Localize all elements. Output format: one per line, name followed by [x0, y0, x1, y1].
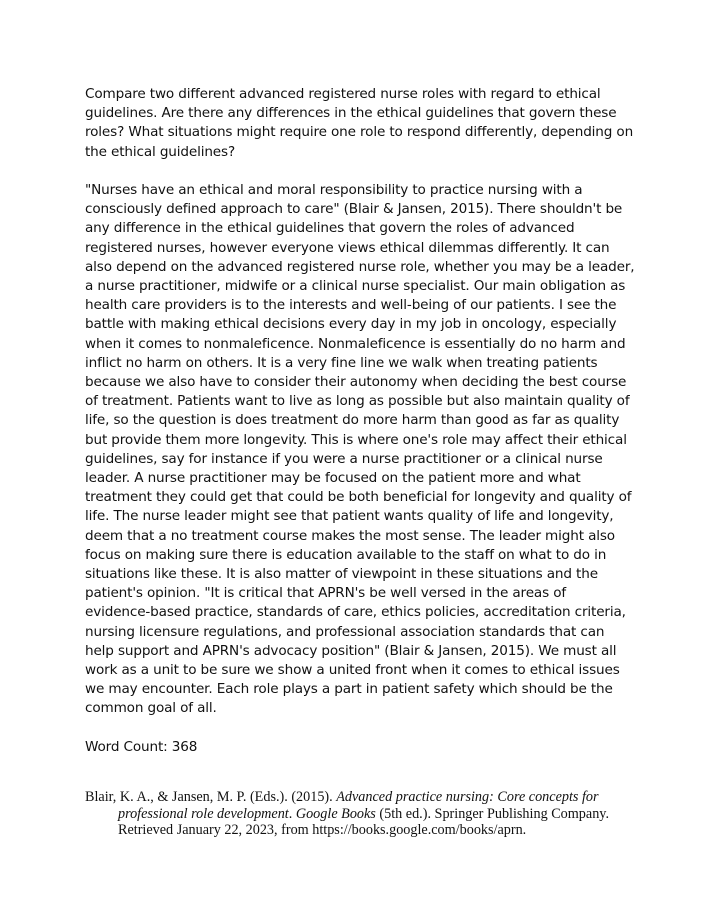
reference-separator: .	[288, 805, 296, 822]
question-paragraph: Compare two different advanced registered nurse roles with regard to ethical guidelines. Are there any differences in the ethical guidelines that govern these roles? What situations might require one role to respond differently, depending on the ethical guidelines?	[85, 86, 634, 160]
reference-entry	[85, 789, 658, 839]
word-count: Word Count: 368	[85, 738, 198, 755]
reference-title: Advanced practice nursing: Core concepts for professional role development	[118, 789, 599, 822]
response-paragraph: "Nurses have an ethical and moral responsibility to practice nursing with a consciously defined approach to care" (Blair & Jansen, 2015). There shouldn't be any difference in the ethical guidelines that govern the roles of advanced registered nurses, however everyone views ethical dilemmas differently. It can also depend on the advanced registered nurse role, whether you may be a leader, a nurse practitioner, midwife or a clinical nurse specialist. Our main obligation as health care providers is to the interests and well-being of our patients. I see the battle with making ethical decisions every day in my job in oncology, especially when it comes to nonmaleficence. Nonmaleficence is essentially do no harm and inflict no harm on others. It is a very fine line we walk when treating patients because we also have to consider their autonomy when deciding the best course of treatment. Patients want to live as long as possible but also maintain quality of life, so the question is does treatment do more harm than good as far as quality but provide them more longevity. This is where one's role may affect their ethical guidelines, say for instance if you were a nurse practitioner or a clinical nurse leader. A nurse practitioner may be focused on the patient more and what treatment they could get that could be both beneficial for longevity and quality of life. The nurse leader might see that patient wants quality of life and longevity, deem that a no treatment course makes the most sense. The leader might also focus on making sure there is education available to the staff on what to do in situations like these. It is also matter of viewpoint in these situations and the patient's opinion. "It is critical that APRN's be well versed in the areas of evidence-based practice, standards of care, ethics policies, accreditation criteria, nursing licensure regulations, and professional association standards that can help support and APRN's advocacy position" (Blair & Jansen, 2015). We must all work as a unit to be sure we show a united front when it comes to ethical issues we may encounter. Each role plays a part in patient safety which should be the common goal of all.	[85, 182, 635, 717]
reference-source: Google Books	[295, 805, 376, 822]
document-body	[85, 85, 635, 757]
reference-details: (5th ed.). Springer Publishing Company. Retrieved January 22, 2023, from https://books.google.com/books/aprn.	[118, 805, 610, 838]
reference-authors: Blair, K. A., & Jansen, M. P. (Eds.). (2015).	[85, 789, 337, 805]
